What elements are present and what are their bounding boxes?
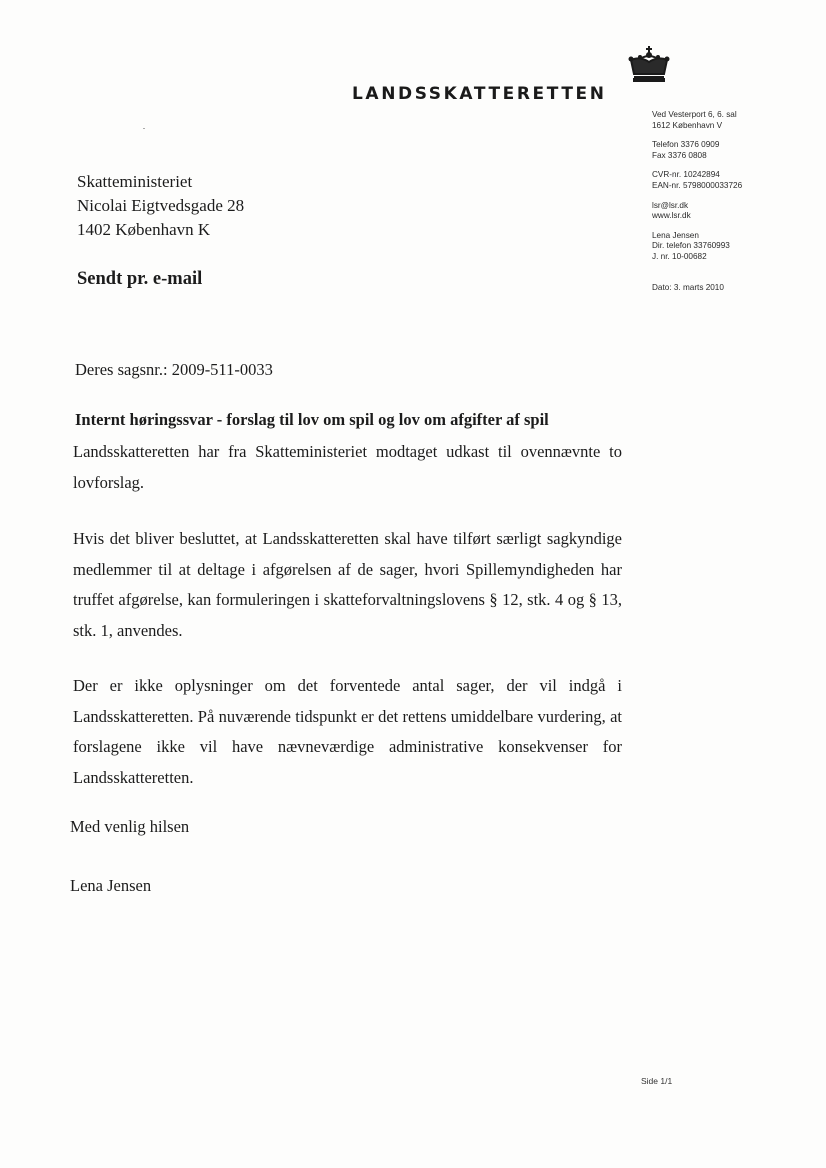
royal-crown-icon (624, 44, 674, 84)
body-paragraph: Landsskatteretten har fra Skatteministeriet modtaget udkast til ovennævnte to lovforslag. (73, 442, 622, 492)
sender-contact-block (652, 110, 822, 302)
address-line: 1612 København V (652, 120, 723, 130)
scan-speck (143, 128, 145, 129)
contact-name: Lena Jensen (652, 230, 699, 240)
website: www.lsr.dk (652, 211, 691, 221)
page-number: Side 1/1 (641, 1076, 673, 1086)
sender-phone-fax (652, 140, 822, 161)
case-reference: Deres sagsnr.: 2009-511-0033 (75, 360, 273, 379)
sender-address (652, 110, 822, 131)
journal-number: J. nr. 10-00682 (652, 251, 707, 261)
cvr-number: CVR-nr. 10242894 (652, 170, 720, 180)
letter-date: Dato: 3. marts 2010 (652, 282, 724, 292)
fax-number: Fax 3376 0808 (652, 150, 707, 160)
body-paragraph: Der er ikke oplysninger om det forventede antal sager, der vil indgå i Landsskatteretten. På nuværende tidspunkt er det rettens umiddelbare vurdering, at forslagene ikke vil have nævneværdige administrative konsekvenser for Landsskatteretten. (73, 676, 622, 787)
signature-name: Lena Jensen (70, 876, 152, 895)
case-handler (652, 231, 822, 263)
letter-subject: Internt høringssvar - forslag til lov om spil og lov om afgifter af spil (75, 410, 549, 429)
recipient-city: 1402 København K (77, 220, 211, 239)
recipient-address (77, 170, 244, 242)
sender-registration (652, 170, 822, 191)
organization-wordmark: LANDSSKATTERETTEN (352, 84, 607, 104)
recipient-name: Skatteministeriet (77, 172, 193, 191)
sender-online (652, 201, 822, 222)
sent-via-note: Sendt pr. e-mail (77, 269, 203, 289)
direct-phone: Dir. telefon 33760993 (652, 241, 730, 251)
ean-number: EAN-nr. 5798000033726 (652, 180, 743, 190)
email-address: lsr@lsr.dk (652, 200, 689, 210)
body-paragraph: Hvis det bliver besluttet, at Landsskatteretten skal have tilført særligt sagkyndige medlemmer til at deltage i afgørelsen af de sager, hvori Spillemyndigheden har truffet afgørelse, kan formuleringen i skatteforvaltningslovens § 12, stk. 4 og § 13, stk. 1, anvendes. (73, 529, 622, 640)
phone-number: Telefon 3376 0909 (652, 140, 720, 150)
address-line: Ved Vesterport 6, 6. sal (652, 110, 737, 119)
recipient-street: Nicolai Eigtvedsgade 28 (77, 196, 245, 215)
closing-salutation: Med venlig hilsen (70, 817, 190, 836)
